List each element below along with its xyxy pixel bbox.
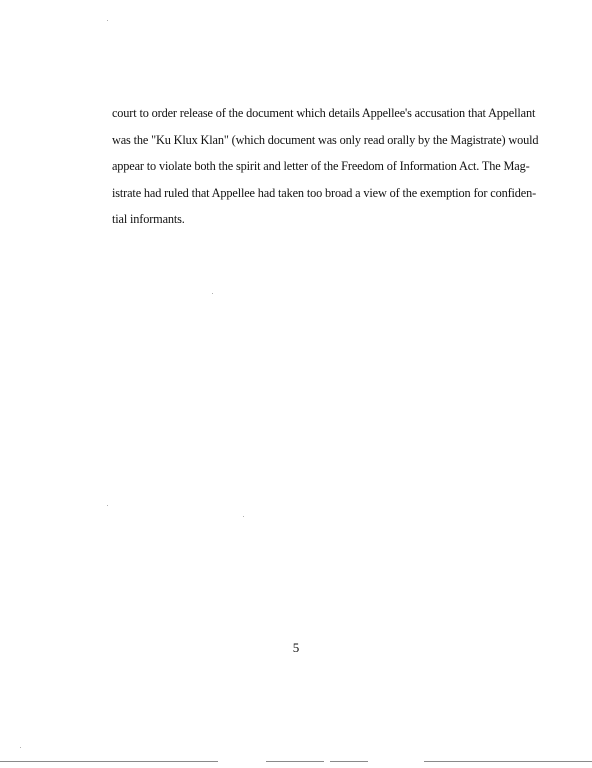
text-line-1: court to order release of the document which details Appellee's accusation that Appellant <box>112 106 536 120</box>
scan-artifact-line <box>0 761 218 762</box>
scan-speck <box>243 516 244 517</box>
scan-artifact-line <box>424 761 592 762</box>
text-line-4: istrate had ruled that Appellee had taken too broad a view of the exemption for confiden- <box>112 185 537 200</box>
scan-artifact-line <box>330 761 368 762</box>
scan-speck <box>212 293 213 294</box>
text-line-5: tial informants. <box>112 212 185 226</box>
page-number: 5 <box>292 640 300 655</box>
scan-speck <box>20 747 21 748</box>
text-line-2: was the "Ku Klux Klan" (which document was only read orally by the Magistrate) would <box>112 132 539 147</box>
scan-artifact-line <box>266 761 324 762</box>
text-line-3: appear to violate both the spirit and letter of the Freedom of Information Act. The Mag- <box>112 159 530 173</box>
scan-speck <box>107 505 108 506</box>
scan-speck <box>107 20 108 21</box>
body-paragraph <box>112 100 539 233</box>
